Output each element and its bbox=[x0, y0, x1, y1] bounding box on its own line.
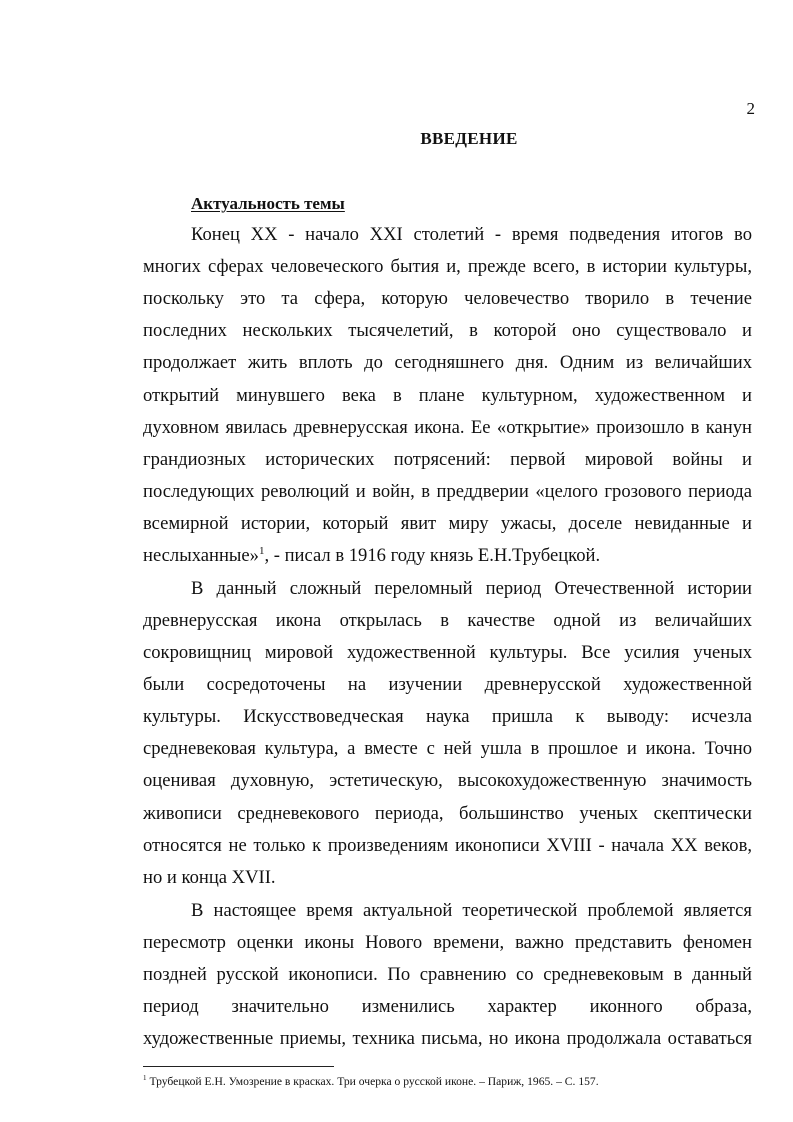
body-text-line: многих сферах человеческого бытия и, прежде всего, в истории культуры, bbox=[143, 256, 752, 277]
body-text-fragment: неслыханные» bbox=[143, 545, 259, 566]
footnote-reference[interactable]: 1 bbox=[258, 545, 265, 557]
body-text-line: В настоящее время актуальной теоретической проблемой является bbox=[191, 900, 752, 921]
body-text-line: древнерусская икона открылась в качестве одной из величайших bbox=[143, 610, 752, 631]
section-title: Актуальность темы bbox=[191, 194, 345, 213]
footnote bbox=[143, 1074, 753, 1090]
footnote-marker: 1 bbox=[143, 1074, 147, 1082]
body-text-line: Конец XX - начало XXI столетий - время подведения итогов во bbox=[191, 224, 752, 245]
body-text-line: последующих революций и войн, в преддверии «целого грозового периода bbox=[143, 481, 752, 502]
body-text-line: средневековая культура, а вместе с ней ушла в прошлое и икона. Точно bbox=[143, 738, 752, 759]
footnote-text: Трубецкой Е.Н. Умозрение в красках. Три очерка о русской иконе. – Париж, 1965. – С. 157. bbox=[149, 1075, 599, 1088]
body-text-line: оценивая духовную, эстетическую, высокохудожественную значимость bbox=[143, 770, 752, 791]
body-text-line: живописи средневекового периода, большинство ученых скептически bbox=[143, 803, 752, 824]
body-text-line: продолжает жить вплоть до сегодняшнего дня. Одним из величайших bbox=[143, 352, 752, 373]
body-text-line bbox=[143, 544, 752, 568]
body-text-line: но и конца XVII. bbox=[143, 867, 276, 888]
body-text-line: были сосредоточены на изучении древнерусской художественной bbox=[143, 674, 752, 695]
body-text-line: поздней русской иконописи. По сравнению со средневековым в данный bbox=[143, 964, 752, 985]
body-text-line: относятся не только к произведениям иконописи XVIII - начала XX веков, bbox=[143, 835, 752, 856]
body-text-line: период значительно изменились характер иконного образа, bbox=[143, 996, 752, 1017]
body-text-line: сокровищниц мировой художественной культуры. Все усилия ученых bbox=[143, 642, 752, 663]
body-text-line: пересмотр оценки иконы Нового времени, важно представить феномен bbox=[143, 932, 752, 953]
body-text-line: художественные приемы, техника письма, но икона продолжала оставаться bbox=[143, 1028, 752, 1049]
body-text-line: открытий минувшего века в плане культурном, художественном и bbox=[143, 385, 752, 406]
body-text-line: В данный сложный переломный период Отечественной истории bbox=[191, 578, 752, 599]
body-text-line: всемирной истории, который явит миру ужасы, доселе невиданные и bbox=[143, 513, 752, 534]
page-heading: ВВЕДЕНИЕ bbox=[420, 129, 518, 148]
body-text-line: последних нескольких тысячелетий, в которой оно существовало и bbox=[143, 320, 752, 341]
body-text-line: культуры. Искусствоведческая наука пришла к выводу: исчезла bbox=[143, 706, 752, 727]
footnote-separator bbox=[143, 1066, 334, 1067]
body-text-line: поскольку это та сфера, которую человечество творило в течение bbox=[143, 288, 752, 309]
body-text-line: грандиозных исторических потрясений: первой мировой войны и bbox=[143, 449, 752, 470]
body-text-line: духовном явилась древнерусская икона. Ее «открытие» произошло в канун bbox=[143, 417, 752, 438]
page-number: 2 bbox=[746, 99, 755, 118]
body-text-fragment: , - писал в 1916 году князь Е.Н.Трубецкой. bbox=[264, 545, 601, 566]
